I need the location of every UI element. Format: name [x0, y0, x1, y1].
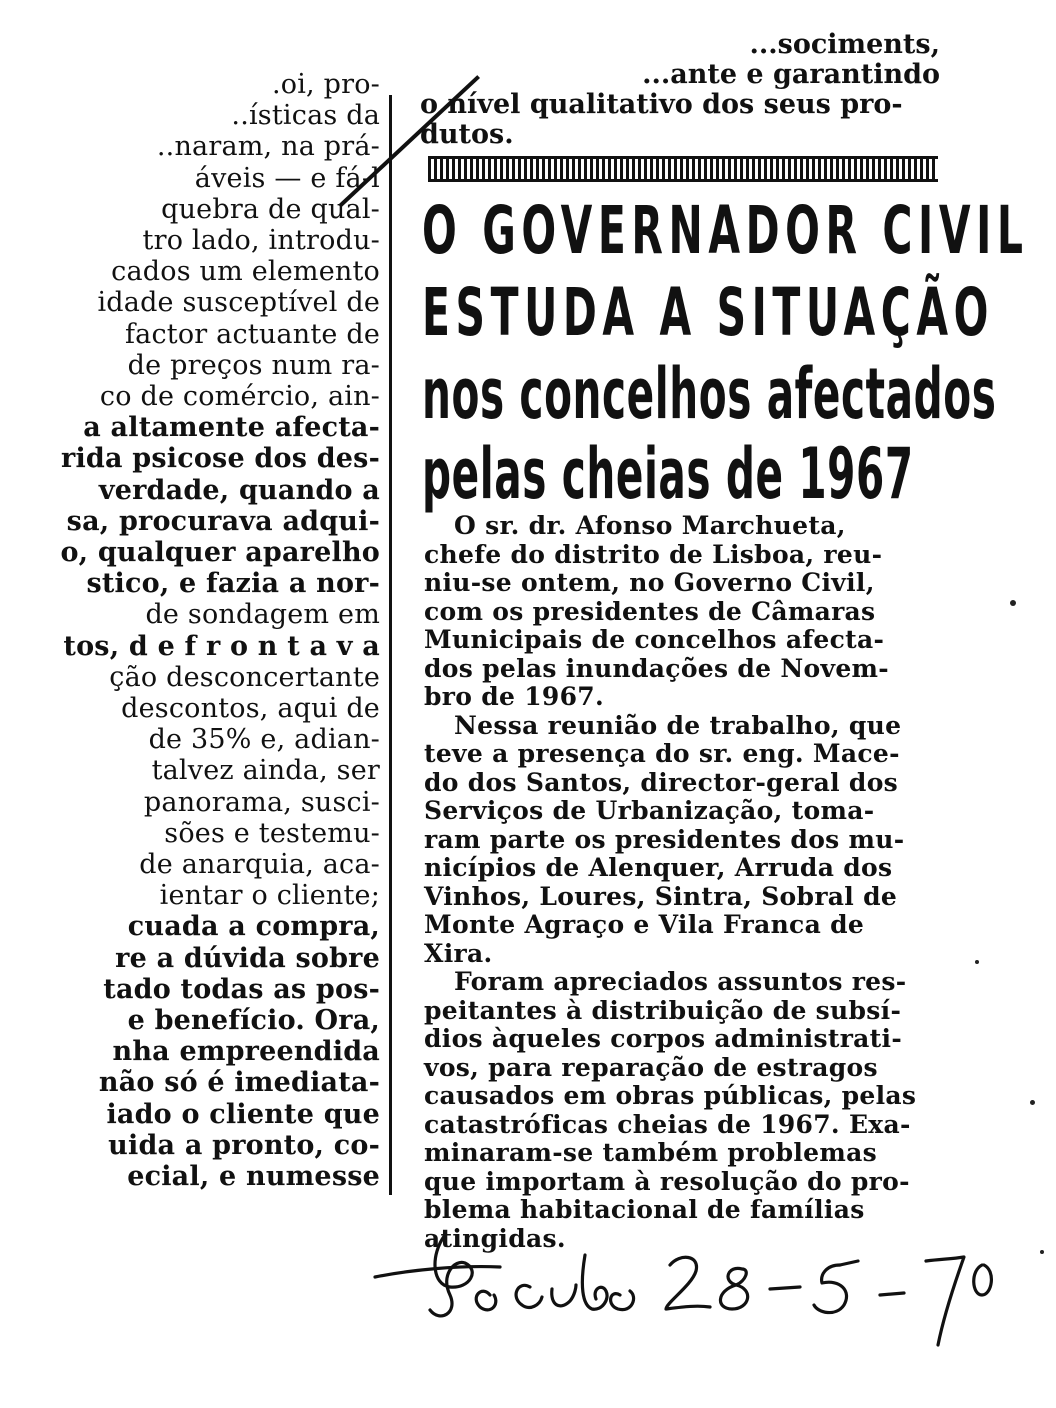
article-body-line: ram parte os presidentes dos mu- — [424, 824, 905, 854]
left-column-line: áveis — e fá-l — [194, 162, 380, 194]
headline-line-1: O GOVERNADOR CIVIL — [422, 192, 1029, 269]
article-body-line: Vinhos, Loures, Sintra, Sobral de — [424, 881, 898, 911]
scan-speck — [1010, 600, 1016, 606]
separator-rule — [428, 156, 938, 182]
article-body-line: Municipais de concelhos afecta- — [424, 625, 885, 654]
left-column-line: cados um elemento — [111, 256, 380, 288]
article-body-line: do dos Santos, director-geral dos — [424, 767, 899, 797]
article-body-line: Xira. — [424, 938, 493, 968]
handwritten-note-text — [450, 1240, 935, 1314]
left-column-line: tro lado, introdu- — [142, 225, 380, 256]
article-body-line: niu-se ontem, no Governo Civil, — [424, 568, 875, 597]
scan-speck — [975, 960, 979, 964]
scan-speck — [1030, 1100, 1035, 1105]
previous-article-tail — [420, 30, 940, 150]
article-body-line: nicípios de Alenquer, Arruda dos — [424, 853, 893, 882]
left-column-line: panorama, susci- — [143, 786, 380, 818]
tail-line-2: ...ante e garantindo — [642, 59, 940, 90]
left-column-line: uida a pronto, co- — [108, 1129, 380, 1161]
left-column-line: idade susceptível de — [97, 287, 380, 319]
article-body-line: minaram-se também problemas — [424, 1138, 877, 1167]
headline-line-4: pelas cheias de 1967 — [422, 433, 914, 515]
article-body-line: teve a presença do sr. eng. Mace- — [424, 739, 900, 768]
left-column-line: de 35% e, adian- — [148, 724, 380, 756]
article-body-line: Serviços de Urbanização, toma- — [424, 796, 875, 825]
article-body-line: blema habitacional de famílias — [424, 1195, 865, 1224]
left-column-line: ..ísticas da — [231, 100, 380, 132]
left-column-line: o, qualquer aparelho — [60, 537, 380, 568]
article-body-line: dos pelas inundações de Novem- — [424, 653, 889, 683]
left-column-line: ientar o cliente; — [159, 880, 380, 912]
article-body-line: Monte Agraço e Vila Franca de — [424, 910, 865, 939]
left-column-line: tos, d e f r o n t a v a — [63, 630, 380, 662]
left-column-line: não só é imediata- — [98, 1067, 380, 1099]
article-body-line: que importam à resolução do pro- — [424, 1166, 910, 1196]
left-column-line: verdade, quando a — [98, 474, 380, 506]
article-body-line: Nessa reunião de trabalho, que — [454, 710, 902, 740]
left-column-line: de anarquia, aca- — [139, 849, 380, 880]
left-column-line: iado o cliente que — [106, 1098, 380, 1130]
left-column-line: .oi, pro- — [271, 69, 380, 100]
article-body-line: catastróficas cheias de 1967. Exa- — [424, 1109, 911, 1139]
headline-line-3: nos concelhos afectados — [422, 353, 997, 435]
article-body-line: vos, para reparação de estragos — [424, 1052, 878, 1082]
column-divider — [389, 95, 392, 1195]
left-column-line: e benefício. Ora, — [127, 1005, 380, 1036]
left-column-line: re a dúvida sobre — [115, 942, 380, 974]
headline-line-2: ESTUDA A SITUAÇÃO — [422, 274, 994, 351]
left-column-line: stico, e fazia a nor- — [86, 568, 380, 600]
left-column-line: nha empreendida — [112, 1036, 380, 1068]
left-column-line: ecial, e numesse — [127, 1161, 380, 1192]
left-column-line: de preços num ra- — [127, 349, 380, 381]
tail-line-1: ...sociments, — [749, 29, 940, 60]
left-column-line: de sondagem em — [145, 599, 380, 631]
article-headline — [422, 190, 1029, 515]
scan-speck — [1040, 1250, 1044, 1254]
left-column-line: cuada a compra, — [127, 911, 380, 943]
tail-line-4: dutos. — [420, 119, 514, 150]
left-column-line: talvez ainda, ser — [151, 755, 380, 787]
left-column-line: ção desconcertante — [109, 661, 380, 693]
left-column-line: tado todas as pos- — [103, 973, 380, 1005]
article-body-line: bro de 1967. — [424, 682, 605, 711]
tail-line-3: o nível qualitativo dos seus pro- — [420, 89, 903, 120]
left-column-line: quebra de qual- — [161, 193, 380, 225]
left-column-line: ..naram, na prá- — [156, 131, 380, 163]
left-column-line: rida psicose dos des- — [61, 443, 380, 475]
left-column-line: sões e testemu- — [164, 817, 380, 849]
left-column-line: descontos, aqui de — [121, 693, 380, 724]
article-body — [424, 512, 934, 1253]
article-body-line: atingidas. — [424, 1223, 566, 1253]
article-body-line: dios àqueles corpos administrati- — [424, 1024, 902, 1053]
article-body-line: chefe do distrito de Lisboa, reu- — [424, 539, 883, 569]
left-column-line: co de comércio, ain- — [99, 381, 380, 412]
article-body-line: causados em obras públicas, pelas — [424, 1081, 917, 1110]
article-body-line: com os presidentes de Câmaras — [424, 596, 876, 626]
article-body-line: peitantes à distribuição de subsí- — [424, 995, 902, 1025]
article-body-line: Foram apreciados assuntos res- — [454, 967, 907, 996]
article-body-line: O sr. dr. Afonso Marchueta, — [454, 511, 846, 540]
left-column-line: factor actuante de — [124, 318, 380, 350]
left-column-line: a altamente afecta- — [83, 412, 380, 444]
left-article-column — [30, 70, 380, 1200]
left-column-line: sa, procurava adqui- — [66, 505, 380, 537]
